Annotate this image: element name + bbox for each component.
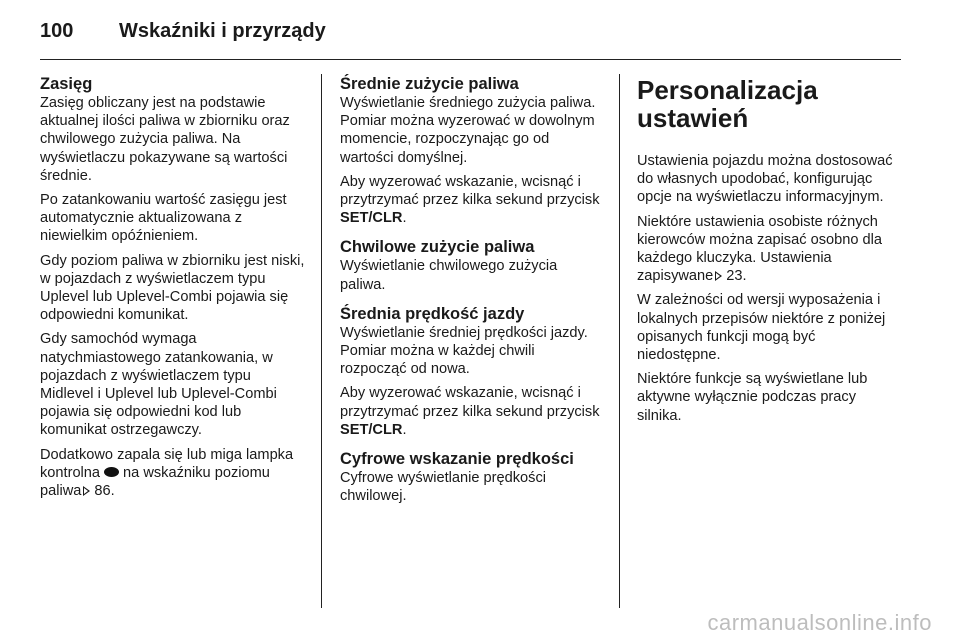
paragraph-fuel-warning: [40, 446, 306, 501]
watermark: carmanualsonline.info: [707, 610, 932, 635]
paragraph: Wyświetlanie średniego zużycia paliwa. Pomiar można wyzerować w dowolnym momencie, rozpoczynając go od wartości domyślnej.: [340, 95, 596, 166]
page-header: [40, 14, 920, 48]
paragraph: Po zatankowaniu wartość zasięgu jest automatycznie aktualizowana z niewielkim opóźnieniem.: [40, 192, 287, 245]
section-average-speed: [340, 304, 602, 439]
text-fragment: Niektóre ustawienia osobiste różnych kierowców można zapisać osobno dla każdego kluczyka. Ustawienia zapisywane: [637, 213, 882, 285]
button-label-set-clr: SET/CLR: [340, 210, 403, 227]
header-divider: [40, 59, 901, 60]
section-heading: Cyfrowe wskazanie prędkości: [340, 450, 574, 469]
column-divider-2: [619, 74, 620, 608]
page-number: 100: [40, 20, 74, 42]
paragraph: W zależności od wersji wyposażenia i lokalnych przepisów niektóre z poniżej opisanych funkcji mogą być niedostępne.: [637, 292, 886, 364]
paragraph: Wyświetlanie chwilowego zużycia paliwa.: [340, 258, 558, 293]
section-instant-consumption: [340, 237, 602, 293]
page-title: Wskaźniki i przyrządy: [119, 20, 326, 42]
paragraph: Wyświetlanie średniej prędkości jazdy. Pomiar można w każdej chwili rozpocząć od nowa.: [340, 324, 588, 378]
section-heading: Średnia prędkość jazdy: [340, 304, 525, 323]
section-heading-range: Zasięg: [40, 75, 93, 93]
paragraph: Cyfrowe wyświetlanie prędkości chwilowej.: [340, 470, 547, 505]
text-fragment: Aby wyzerować wskazanie, wcisnąć i przytrzymać przez kilka sekund przycisk: [340, 173, 600, 209]
page-reference[interactable]: 86.: [94, 483, 115, 500]
column-trip-computer: [340, 74, 602, 511]
paragraph: Gdy samochód wymaga natychmiastowego zatankowania, w pojazdach z wyświetlaczem typu Midlevel i Uplevel lub Uplevel-Combi pojawia się odpowiedni kod lub komunikat ostrzegawczy.: [40, 331, 277, 439]
section-average-consumption: [340, 74, 602, 227]
chapter-heading: Personalizacja ustawień: [637, 75, 818, 133]
text-fragment: Aby wyzerować wskazanie, wcisnąć i przytrzymać przez kilka sekund przycisk: [340, 385, 600, 420]
paragraph: Gdy poziom paliwa w zbiorniku jest niski, w pojazdach z wyświetlaczem typu Uplevel lub Uplevel-Combi pojawia się odpowiedni komunikat.: [40, 252, 305, 324]
button-label-set-clr: SET/CLR: [340, 421, 403, 438]
paragraph: [637, 213, 903, 286]
text-fragment: Dodatkowo zapala się lub miga lampka kontrolna: [40, 446, 294, 481]
column-personalization: [637, 74, 903, 431]
paragraph: Aby wyzerować wskazanie, wcisnąć i przytrzymać przez kilka sekund przycisk SET/CLR.: [340, 173, 600, 227]
text-fragment: na wskaźniku poziomu paliwa: [40, 464, 270, 500]
page-reference-arrow-icon: [83, 486, 90, 496]
paragraph: Niektóre funkcje są wyświetlane lub aktywne wyłącznie podczas pracy silnika.: [637, 371, 868, 424]
fuel-warning-lamp-icon: [104, 467, 119, 477]
paragraph: Zasięg obliczany jest na podstawie aktualnej ilości paliwa w zbiorniku oraz chwilowego zużycia paliwa. Na wyświetlaczu pokazywane są wartości średnie.: [40, 95, 290, 184]
column-range: [40, 74, 306, 506]
paragraph: Aby wyzerować wskazanie, wcisnąć i przytrzymać przez kilka sekund przycisk SET/CLR.: [340, 385, 600, 438]
column-divider-1: [321, 74, 322, 608]
paragraph: Ustawienia pojazdu można dostosować do własnych upodobać, konfigurując opcje na wyświetlaczu informacyjnym.: [637, 153, 893, 206]
page-reference-arrow-icon: [715, 271, 722, 281]
section-heading: Chwilowe zużycie paliwa: [340, 238, 535, 257]
page-reference[interactable]: 23.: [726, 268, 747, 285]
section-digital-speed: [340, 449, 602, 505]
section-heading: Średnie zużycie paliwa: [340, 75, 519, 93]
